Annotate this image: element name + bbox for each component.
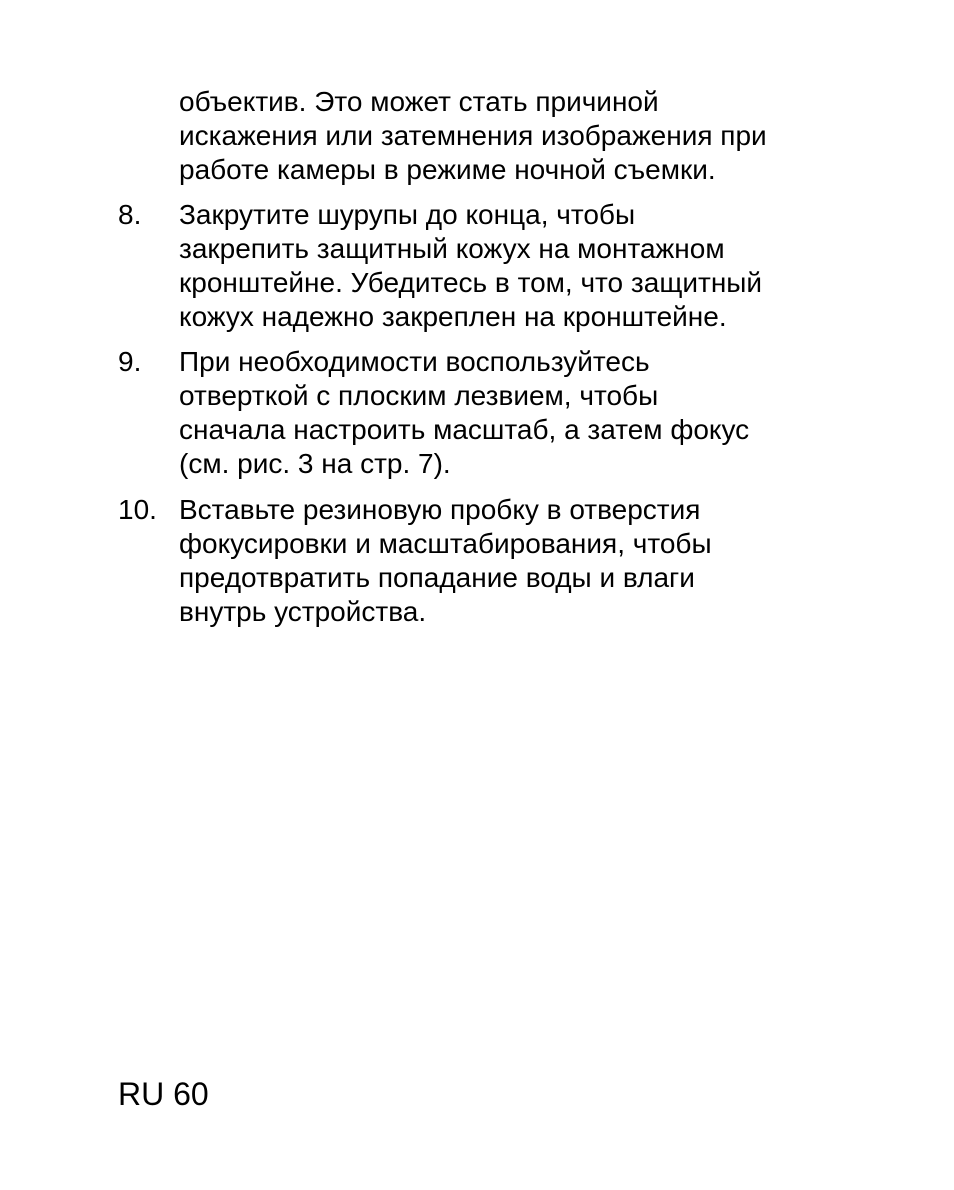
- step-text-line: отверткой с плоским лезвием, чтобы: [179, 380, 659, 411]
- step-number: 10.: [118, 494, 157, 525]
- step-number: 8.: [118, 199, 142, 230]
- step-text-line: внутрь устройства.: [179, 596, 427, 627]
- continuation-line: объектив. Это может стать причиной: [179, 86, 659, 117]
- step-text-line: закрепить защитный кожух на монтажном: [179, 233, 725, 264]
- step-text-line: (см. рис. 3 на стр. 7).: [179, 448, 451, 479]
- step-text-line: Вставьте резиновую пробку в отверстия: [179, 494, 701, 525]
- step-number: 9.: [118, 346, 142, 377]
- step-text-line: сначала настроить масштаб, а затем фокус: [179, 414, 750, 445]
- continuation-line: работе камеры в режиме ночной съемки.: [179, 154, 716, 185]
- continuation-line: искажения или затемнения изображения при: [179, 120, 767, 151]
- step-text-line: фокусировки и масштабирования, чтобы: [179, 528, 712, 559]
- step-text-line: кожух надежно закреплен на кронштейне.: [179, 301, 727, 332]
- step-text-line: кронштейне. Убедитесь в том, что защитный: [179, 267, 763, 298]
- step-text-line: предотвратить попадание воды и влаги: [179, 562, 695, 593]
- step-text-line: Закрутите шурупы до конца, чтобы: [179, 199, 636, 230]
- step-text-line: При необходимости воспользуйтесь: [179, 346, 650, 377]
- page-number: RU 60: [118, 1076, 209, 1112]
